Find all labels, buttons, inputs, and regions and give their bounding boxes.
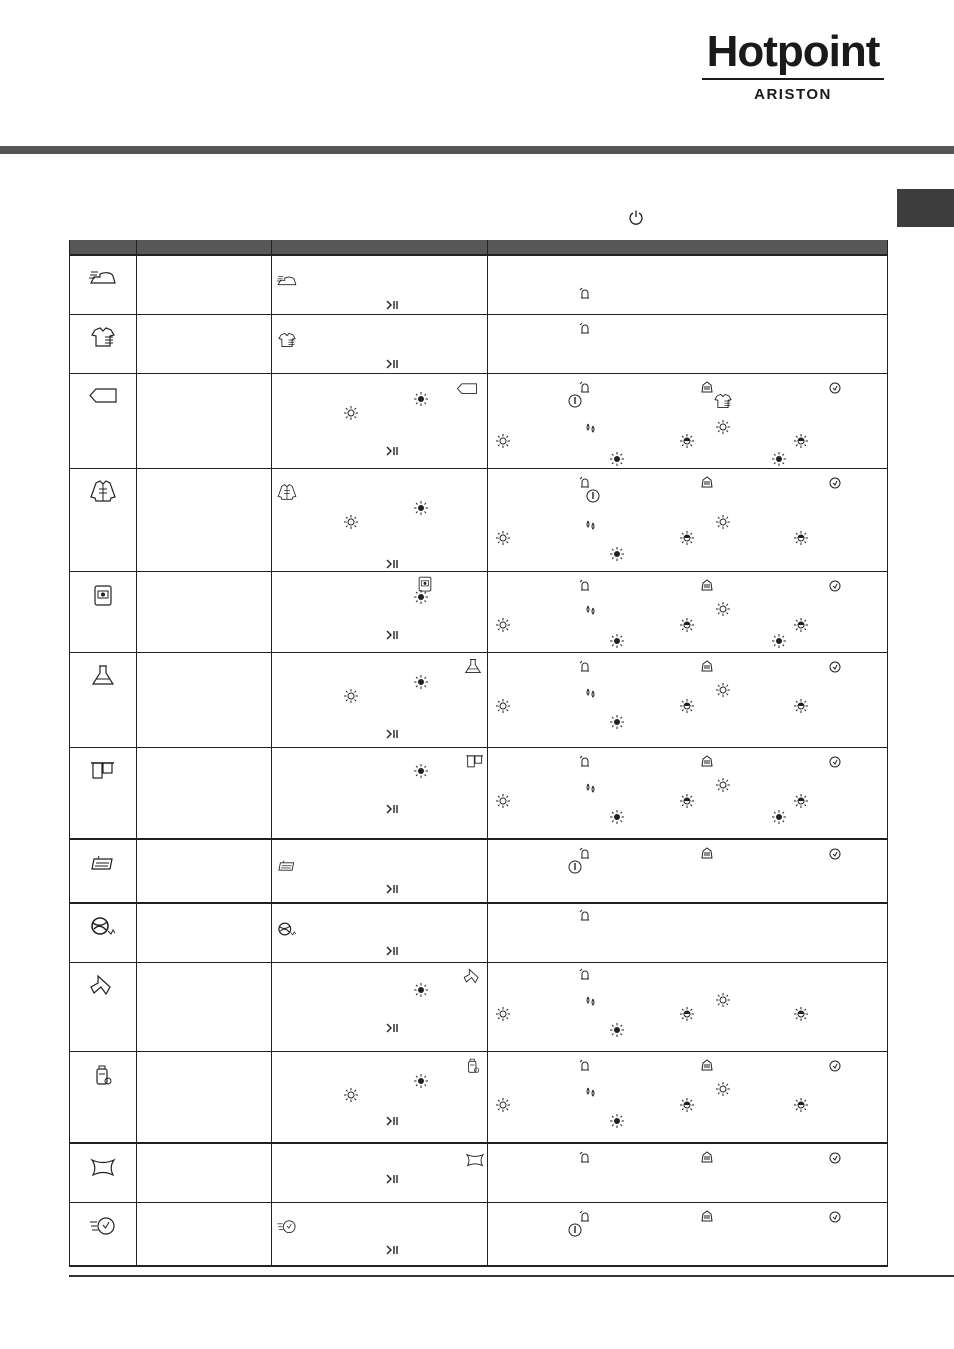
selection-cell	[272, 315, 488, 374]
header-cell	[272, 240, 488, 255]
sun-icon	[496, 531, 510, 545]
bell-icon	[578, 1150, 592, 1164]
programme-name-cell	[137, 963, 272, 1052]
thermometer-icon	[568, 860, 582, 874]
flask-icon	[88, 663, 118, 687]
sun-icon	[680, 531, 694, 545]
programme-name-cell	[137, 1052, 272, 1144]
table-row	[70, 572, 888, 653]
sun-icon	[414, 675, 428, 689]
bell-icon	[578, 754, 592, 768]
programme-name-cell	[137, 315, 272, 374]
timer-icon	[828, 1150, 842, 1164]
options-cell	[488, 469, 888, 572]
baby-bottle-icon	[462, 1056, 484, 1074]
sun-icon	[610, 810, 624, 824]
sun-icon	[344, 1088, 358, 1102]
logo-divider	[702, 78, 884, 80]
start-pause-icon	[386, 300, 398, 310]
drop-icon	[584, 517, 598, 531]
options-cell	[488, 963, 888, 1052]
table-row	[70, 839, 888, 903]
header-cell	[137, 240, 272, 255]
drop-icon	[584, 993, 598, 1007]
start-pause-icon	[386, 1116, 398, 1126]
sun-icon	[772, 634, 786, 648]
start-pause-icon	[386, 1245, 398, 1255]
timer-icon	[828, 578, 842, 592]
sun-icon	[794, 434, 808, 448]
cushion-icon	[88, 1154, 118, 1178]
options-cell	[488, 1143, 888, 1203]
table-row	[70, 374, 888, 469]
start-pause-icon	[386, 946, 398, 956]
options-cell	[488, 315, 888, 374]
options-cell	[488, 903, 888, 963]
pullover-icon	[700, 475, 714, 489]
selection-cell	[272, 469, 488, 572]
programme-icon-cell	[70, 469, 137, 572]
selection-cell	[272, 1052, 488, 1144]
sun-icon	[794, 618, 808, 632]
towel-pack-icon	[88, 582, 118, 606]
timer-icon	[828, 1058, 842, 1072]
language-tab	[897, 189, 954, 227]
options-cell	[488, 374, 888, 469]
programme-icon-cell	[70, 255, 137, 315]
programme-icon-cell	[70, 963, 137, 1052]
pullover-icon	[700, 754, 714, 768]
sun-icon	[496, 618, 510, 632]
options-cell	[488, 839, 888, 903]
sun-icon	[716, 683, 730, 697]
sun-icon	[680, 434, 694, 448]
sun-icon	[610, 634, 624, 648]
label-icon	[88, 384, 118, 408]
selection-cell	[272, 1143, 488, 1203]
bell-icon	[578, 321, 592, 335]
power-icon	[628, 209, 644, 225]
sun-icon	[680, 1007, 694, 1021]
sun-icon	[610, 452, 624, 466]
table-row	[70, 903, 888, 963]
thermometer-icon	[586, 489, 600, 503]
sun-icon	[610, 547, 624, 561]
programme-name-cell	[137, 255, 272, 315]
sun-icon	[716, 515, 730, 529]
sun-icon	[496, 434, 510, 448]
sun-icon	[610, 715, 624, 729]
selection-cell	[272, 1203, 488, 1267]
programme-table	[69, 240, 888, 1267]
thermometer-icon	[568, 1223, 582, 1237]
sun-icon	[496, 794, 510, 808]
drop-icon	[584, 420, 598, 434]
shirt-icon	[276, 331, 298, 349]
programme-name-cell	[137, 1143, 272, 1203]
header-cell	[70, 240, 137, 255]
bell-icon	[578, 908, 592, 922]
pullover-icon	[700, 659, 714, 673]
programme-name-cell	[137, 653, 272, 748]
sun-icon	[414, 501, 428, 515]
table-row	[70, 963, 888, 1052]
sun-icon	[414, 983, 428, 997]
programme-icon-cell	[70, 1143, 137, 1203]
bell-icon	[578, 1058, 592, 1072]
drop-icon	[584, 685, 598, 699]
sun-icon	[414, 1074, 428, 1088]
sun-icon	[716, 993, 730, 1007]
table-header	[70, 240, 888, 255]
programme-icon-cell	[70, 653, 137, 748]
brand-logo	[700, 28, 886, 104]
sun-icon	[610, 1114, 624, 1128]
shirt-icon	[712, 392, 734, 410]
sun-icon	[716, 420, 730, 434]
table-row	[70, 255, 888, 315]
sun-icon	[414, 764, 428, 778]
pullover-icon	[700, 578, 714, 592]
footer-rule	[69, 1275, 954, 1277]
blanket-icon	[88, 850, 118, 874]
pullover-icon	[700, 1058, 714, 1072]
sun-icon	[772, 810, 786, 824]
start-pause-icon	[386, 884, 398, 894]
programme-icon-cell	[70, 374, 137, 469]
selection-cell	[272, 653, 488, 748]
bell-icon	[578, 578, 592, 592]
wool-ball-icon	[88, 914, 118, 938]
quick-timer-icon	[276, 1217, 298, 1235]
quick-timer-icon	[88, 1213, 118, 1237]
start-pause-icon	[386, 804, 398, 814]
wool-ball-icon	[276, 920, 298, 938]
scarf-icon	[462, 967, 484, 985]
sun-icon	[496, 1098, 510, 1112]
start-pause-icon	[386, 1023, 398, 1033]
programme-name-cell	[137, 839, 272, 903]
options-cell	[488, 572, 888, 653]
shirt-icon	[88, 325, 118, 349]
sun-icon	[496, 699, 510, 713]
programme-icon-cell	[70, 572, 137, 653]
programme-icon-cell	[70, 315, 137, 374]
bell-icon	[578, 286, 592, 300]
table-row	[70, 315, 888, 374]
selection-cell	[272, 839, 488, 903]
sun-icon	[716, 1082, 730, 1096]
sun-icon	[496, 1007, 510, 1021]
curtain-icon	[88, 758, 118, 782]
sun-icon	[344, 515, 358, 529]
blanket-icon	[276, 856, 298, 874]
options-cell	[488, 653, 888, 748]
programme-icon-cell	[70, 839, 137, 903]
programme-name-cell	[137, 469, 272, 572]
sun-icon	[794, 794, 808, 808]
drop-icon	[584, 780, 598, 794]
start-pause-icon	[386, 630, 398, 640]
sun-icon	[680, 618, 694, 632]
sun-icon	[680, 1098, 694, 1112]
baby-bottle-icon	[88, 1062, 118, 1086]
sun-icon	[794, 699, 808, 713]
header-cell	[488, 240, 888, 255]
label-icon	[456, 380, 478, 398]
cushion-icon	[464, 1150, 486, 1168]
header-bar	[0, 146, 954, 154]
scarf-icon	[88, 973, 118, 997]
brand-sub: ARISTON	[754, 86, 832, 103]
sun-icon	[680, 699, 694, 713]
bell-icon	[578, 967, 592, 981]
selection-cell	[272, 903, 488, 963]
thermometer-icon	[568, 394, 582, 408]
sun-icon	[794, 1098, 808, 1112]
sun-icon	[716, 778, 730, 792]
bell-icon	[578, 846, 592, 860]
table-row	[70, 1052, 888, 1144]
programme-icon-cell	[70, 748, 137, 840]
timer-icon	[828, 1209, 842, 1223]
timer-icon	[828, 475, 842, 489]
timer-icon	[828, 659, 842, 673]
sun-icon	[794, 531, 808, 545]
brand-name: Hotpoint	[706, 27, 880, 76]
sun-icon	[680, 794, 694, 808]
drop-icon	[584, 1084, 598, 1098]
table-row	[70, 748, 888, 840]
sun-icon	[716, 602, 730, 616]
start-pause-icon	[386, 359, 398, 369]
bell-icon	[578, 380, 592, 394]
bell-icon	[578, 659, 592, 673]
programme-name-cell	[137, 572, 272, 653]
sun-icon	[772, 452, 786, 466]
start-pause-icon	[386, 729, 398, 739]
sun-icon	[794, 1007, 808, 1021]
timer-icon	[828, 846, 842, 860]
iron-icon	[88, 266, 118, 290]
options-cell	[488, 255, 888, 315]
drop-icon	[584, 602, 598, 616]
programme-name-cell	[137, 1203, 272, 1267]
programme-name-cell	[137, 903, 272, 963]
jacket-icon	[88, 479, 118, 503]
pullover-icon	[700, 846, 714, 860]
selection-cell	[272, 374, 488, 469]
sun-icon	[414, 590, 428, 604]
table-row	[70, 469, 888, 572]
sun-icon	[344, 406, 358, 420]
selection-cell	[272, 963, 488, 1052]
options-cell	[488, 748, 888, 840]
selection-cell	[272, 255, 488, 315]
options-cell	[488, 1052, 888, 1144]
bell-icon	[578, 475, 592, 489]
flask-icon	[462, 657, 484, 675]
start-pause-icon	[386, 446, 398, 456]
bell-icon	[578, 1209, 592, 1223]
curtain-icon	[464, 752, 486, 770]
programme-icon-cell	[70, 1203, 137, 1267]
programme-name-cell	[137, 748, 272, 840]
sun-icon	[414, 392, 428, 406]
start-pause-icon	[386, 1174, 398, 1184]
table-row	[70, 653, 888, 748]
table-row	[70, 1143, 888, 1203]
selection-cell	[272, 748, 488, 840]
table-row	[70, 1203, 888, 1267]
jacket-icon	[276, 483, 298, 501]
sun-icon	[610, 1023, 624, 1037]
pullover-icon	[700, 1150, 714, 1164]
timer-icon	[828, 754, 842, 768]
sun-icon	[344, 689, 358, 703]
timer-icon	[828, 380, 842, 394]
start-pause-icon	[386, 559, 398, 569]
selection-cell	[272, 572, 488, 653]
pullover-icon	[700, 1209, 714, 1223]
iron-icon	[276, 272, 298, 290]
programme-icon-cell	[70, 903, 137, 963]
options-cell	[488, 1203, 888, 1267]
programme-name-cell	[137, 374, 272, 469]
programme-icon-cell	[70, 1052, 137, 1144]
